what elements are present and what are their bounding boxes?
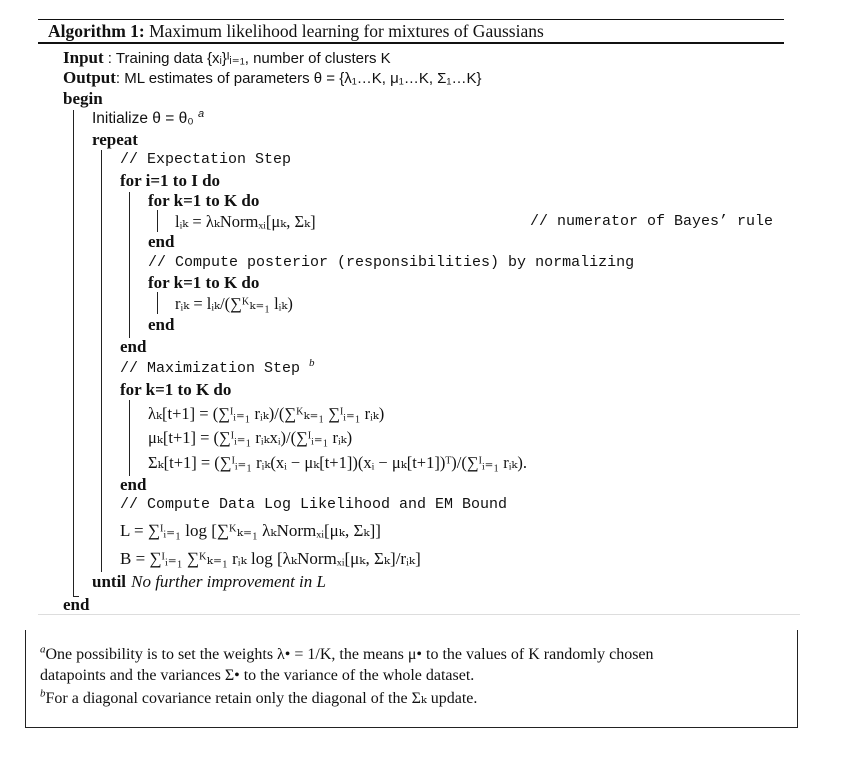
end-for-i: end: [120, 337, 147, 356]
begin-block-line: [73, 110, 74, 596]
for-i-line: for i=1 to I do: [120, 171, 221, 190]
eq-em-bound: B = ∑ᴵᵢ₌₁ ∑ᴷₖ₌₁ rᵢₖ log [λₖNormₓᵢ[μₖ, Σₖ]/rᵢₖ]: [120, 549, 421, 568]
output-line: [63, 68, 482, 88]
until-keyword: until: [92, 572, 127, 591]
comment-posterior: // Compute posterior (responsibilities) by normalizing: [148, 254, 635, 271]
input-label: Input: [63, 48, 104, 67]
footnote-a-mark: a: [40, 643, 46, 656]
initialize-footnote-mark: a: [197, 107, 205, 120]
for-k2-line: for k=1 to K do: [148, 273, 260, 292]
footnote-a-line1: [40, 643, 654, 664]
footnote-a-text1: One possibility is to set the weights λ• = 1/K, the means μ• to the values of K randomly chosen: [45, 646, 654, 663]
for-k1-block-line: [157, 210, 158, 232]
output-label: Output: [63, 68, 116, 87]
for-k3-line: for k=1 to K do: [120, 380, 232, 399]
input-line: [63, 48, 391, 68]
end-final: end: [63, 595, 90, 614]
begin-keyword: begin: [63, 89, 103, 108]
maximization-footnote-mark: b: [309, 357, 315, 369]
footnote-a-line2: datapoints and the variances Σ• to the variance of the whole dataset.: [40, 667, 475, 684]
algorithm-title: [48, 21, 544, 42]
eq-likelihood: lᵢₖ = λₖNormₓᵢ[μₖ, Σₖ]: [175, 212, 316, 231]
output-text: : ML estimates of parameters θ = {λ₁…K, μ₁…K, Σ₁…K}: [115, 70, 482, 87]
input-text: : Training data {xᵢ}ᴵᵢ₌₁, number of clusters K: [103, 50, 391, 67]
algorithm-title-text: Maximum likelihood learning for mixtures of Gaussians: [149, 21, 544, 41]
end-for-k1: end: [148, 232, 175, 251]
algorithm-label: Algorithm 1:: [48, 21, 145, 41]
eq-mu-update: μₖ[t+1] = (∑ᴵᵢ₌₁ rᵢₖxᵢ)/(∑ᴵᵢ₌₁ rᵢₖ): [148, 428, 353, 447]
title-rule: [38, 42, 784, 44]
until-line: [92, 572, 326, 592]
for-i-block-line: [129, 192, 130, 338]
comment-maximization-text: // Maximization Step: [120, 360, 301, 377]
footnote-b-text1: For a diagonal covariance retain only the diagonal of the Σₖ update.: [45, 690, 478, 707]
comment-log-likelihood: // Compute Data Log Likelihood and EM Bound: [120, 496, 508, 513]
eq-lambda-update: λₖ[t+1] = (∑ᴵᵢ₌₁ rᵢₖ)/(∑ᴷₖ₌₁ ∑ᴵᵢ₌₁ rᵢₖ): [148, 404, 385, 423]
eq-sigma-update: Σₖ[t+1] = (∑ᴵᵢ₌₁ rᵢₖ(xᵢ − μₖ[t+1])(xᵢ − μₖ[t+1])ᵀ)/(∑ᴵᵢ₌₁ rᵢₖ).: [148, 453, 528, 472]
eq-log-likelihood: L = ∑ᴵᵢ₌₁ log [∑ᴷₖ₌₁ λₖNormₓᵢ[μₖ, Σₖ]]: [120, 521, 381, 540]
eq-responsibility: rᵢₖ = lᵢₖ/(∑ᴷₖ₌₁ lᵢₖ): [175, 294, 293, 313]
footnote-b-line1: [40, 688, 477, 708]
initialize-text: Initialize θ = θ₀: [92, 110, 194, 127]
repeat-block-line: [101, 150, 102, 572]
end-for-k2: end: [148, 315, 175, 334]
until-condition: No further improvement in L: [131, 572, 326, 591]
for-k3-block-line: [129, 400, 130, 476]
comment-bayes: // numerator of Bayes’ rule: [530, 213, 774, 230]
for-k2-block-line: [157, 292, 158, 314]
comment-expectation: // Expectation Step: [120, 151, 292, 168]
end-for-k3: end: [120, 475, 147, 494]
bottom-rule: [38, 614, 800, 615]
repeat-keyword: repeat: [92, 130, 138, 149]
top-rule: [38, 19, 784, 20]
footnote-b-mark: b: [40, 687, 46, 700]
for-k1-line: for k=1 to K do: [148, 191, 260, 210]
initialize-line: [92, 107, 205, 128]
comment-maximization: [120, 357, 315, 377]
